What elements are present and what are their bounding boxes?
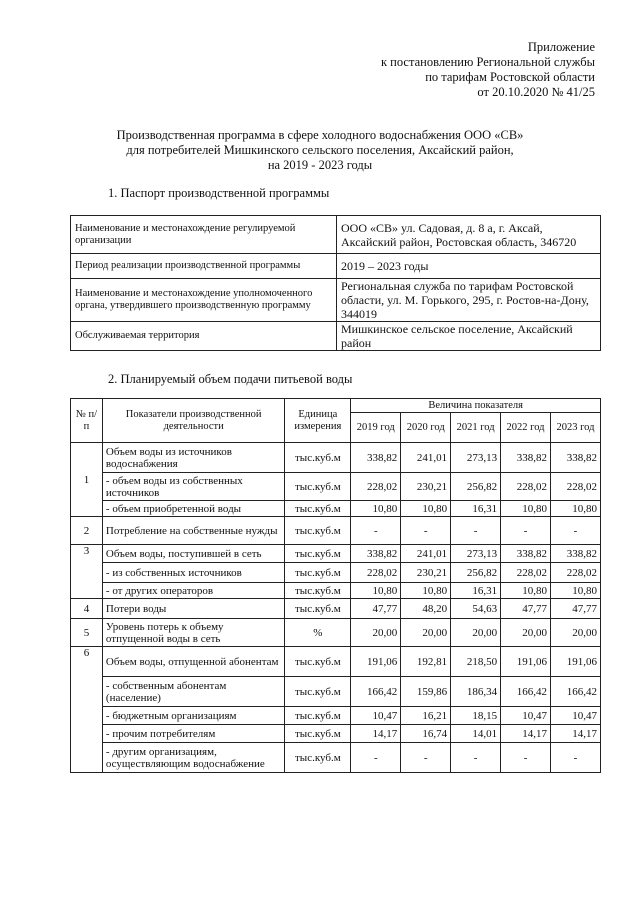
header-value-group: Величина показателя bbox=[351, 399, 601, 413]
row-value: 256,82 bbox=[451, 563, 501, 583]
row-value: 10,80 bbox=[401, 583, 451, 599]
row-unit: тыс.куб.м bbox=[285, 563, 351, 583]
row-unit: тыс.куб.м bbox=[285, 517, 351, 545]
title-line: Производственная программа в сфере холодного водоснабжения ООО «СВ» bbox=[116, 128, 524, 142]
table-row bbox=[71, 647, 601, 677]
row-value: 228,02 bbox=[351, 563, 401, 583]
passport-key: Наименование и местонахождение регулируемой организации bbox=[71, 216, 337, 254]
row-value: 20,00 bbox=[451, 619, 501, 647]
table-row bbox=[71, 725, 601, 743]
row-value: 10,80 bbox=[351, 501, 401, 517]
row-name: Объем воды из источников водоснабжения bbox=[102, 443, 284, 473]
row-value: - bbox=[551, 517, 601, 545]
row-unit: тыс.куб.м bbox=[285, 545, 351, 563]
row-value: 338,82 bbox=[351, 545, 401, 563]
header-indicator: Показатели производственной деятельности bbox=[102, 399, 284, 443]
row-value: 18,15 bbox=[451, 707, 501, 725]
row-value: 273,13 bbox=[451, 545, 501, 563]
row-value: 338,82 bbox=[551, 443, 601, 473]
row-value: 10,47 bbox=[551, 707, 601, 725]
passport-value: 2019 – 2023 годы bbox=[337, 254, 601, 279]
appendix-block bbox=[381, 40, 595, 100]
row-value: 14,17 bbox=[551, 725, 601, 743]
table-row bbox=[71, 322, 601, 351]
header-year: 2019 год bbox=[351, 413, 401, 443]
row-value: 10,80 bbox=[501, 501, 551, 517]
row-value: 10,80 bbox=[401, 501, 451, 517]
row-value: 230,21 bbox=[401, 563, 451, 583]
row-value: 192,81 bbox=[401, 647, 451, 677]
row-value: 14,01 bbox=[451, 725, 501, 743]
row-name: Уровень потерь к объему отпущенной воды в сеть bbox=[102, 619, 284, 647]
row-value: 230,21 bbox=[401, 473, 451, 501]
row-unit: тыс.куб.м bbox=[285, 707, 351, 725]
header-num: № п/п bbox=[71, 399, 103, 443]
row-value: - bbox=[401, 517, 451, 545]
row-name: - бюджетным организациям bbox=[102, 707, 284, 725]
row-value: 16,31 bbox=[451, 583, 501, 599]
table-row bbox=[71, 254, 601, 279]
row-unit: тыс.куб.м bbox=[285, 599, 351, 619]
row-value: 338,82 bbox=[501, 545, 551, 563]
table-header-row bbox=[71, 399, 601, 413]
passport-value: ООО «СВ» ул. Садовая, д. 8 а, г. Аксай, Аксайский район, Ростовская область, 346720 bbox=[337, 216, 601, 254]
row-num: 4 bbox=[71, 599, 103, 619]
appendix-line: к постановлению Региональной службы bbox=[380, 55, 595, 69]
row-name: - другим организациям, осуществляющим водоснабжение bbox=[102, 743, 284, 773]
table-row bbox=[71, 677, 601, 707]
table-row bbox=[71, 517, 601, 545]
row-unit: тыс.куб.м bbox=[285, 443, 351, 473]
row-name: - из собственных источников bbox=[102, 563, 284, 583]
row-value: 228,02 bbox=[501, 563, 551, 583]
row-name: Объем воды, отпущенной абонентам bbox=[102, 647, 284, 677]
section-2-heading: 2. Планируемый объем подачи питьевой воды bbox=[108, 372, 353, 386]
row-name: Объем воды, поступившей в сеть bbox=[102, 545, 284, 563]
section-1-heading: 1. Паспорт производственной программы bbox=[108, 186, 330, 200]
row-value: 10,80 bbox=[551, 583, 601, 599]
row-name: - объем воды из собственных источников bbox=[102, 473, 284, 501]
row-value: 228,02 bbox=[551, 563, 601, 583]
row-unit: тыс.куб.м bbox=[285, 647, 351, 677]
row-value: 228,02 bbox=[551, 473, 601, 501]
header-year: 2023 год bbox=[551, 413, 601, 443]
row-value: - bbox=[351, 743, 401, 773]
row-value: - bbox=[501, 743, 551, 773]
appendix-line: Приложение bbox=[527, 40, 595, 54]
row-value: 10,80 bbox=[501, 583, 551, 599]
row-value: 48,20 bbox=[401, 599, 451, 619]
row-unit: тыс.куб.м bbox=[285, 725, 351, 743]
table-row bbox=[71, 619, 601, 647]
row-num: 3 bbox=[71, 545, 103, 599]
table-row bbox=[71, 443, 601, 473]
row-value: - bbox=[451, 743, 501, 773]
row-unit: тыс.куб.м bbox=[285, 473, 351, 501]
row-value: 14,17 bbox=[501, 725, 551, 743]
row-unit: тыс.куб.м bbox=[285, 501, 351, 517]
row-value: 166,42 bbox=[501, 677, 551, 707]
row-value: 241,01 bbox=[401, 545, 451, 563]
row-value: 16,21 bbox=[401, 707, 451, 725]
row-value: 47,77 bbox=[351, 599, 401, 619]
row-value: 338,82 bbox=[501, 443, 551, 473]
row-name: - собственным абонентам (население) bbox=[102, 677, 284, 707]
row-num: 5 bbox=[71, 619, 103, 647]
row-value: 166,42 bbox=[351, 677, 401, 707]
row-unit: % bbox=[285, 619, 351, 647]
document-title bbox=[0, 128, 640, 173]
table-row bbox=[71, 501, 601, 517]
table-row bbox=[71, 563, 601, 583]
table-row bbox=[71, 279, 601, 322]
passport-table bbox=[70, 215, 601, 351]
row-name: - от других операторов bbox=[102, 583, 284, 599]
row-value: 16,74 bbox=[401, 725, 451, 743]
row-value: - bbox=[501, 517, 551, 545]
passport-value: Региональная служба по тарифам Ростовской области, ул. М. Горького, 295, г. Ростов-на-Дону, 344019 bbox=[337, 279, 601, 322]
row-value: 166,42 bbox=[551, 677, 601, 707]
appendix-line: от 20.10.2020 № 41/25 bbox=[477, 85, 595, 99]
row-value: 191,06 bbox=[501, 647, 551, 677]
passport-key: Обслуживаемая территория bbox=[71, 322, 337, 351]
row-value: 20,00 bbox=[401, 619, 451, 647]
header-year: 2021 год bbox=[451, 413, 501, 443]
row-name: Потери воды bbox=[102, 599, 284, 619]
row-num: 1 bbox=[71, 443, 103, 517]
row-unit: тыс.куб.м bbox=[285, 677, 351, 707]
header-year: 2022 год bbox=[501, 413, 551, 443]
row-name: - прочим потребителям bbox=[102, 725, 284, 743]
row-value: 191,06 bbox=[551, 647, 601, 677]
table-row bbox=[71, 599, 601, 619]
row-value: 10,47 bbox=[351, 707, 401, 725]
appendix-line: по тарифам Ростовской области bbox=[425, 70, 595, 84]
row-value: 338,82 bbox=[351, 443, 401, 473]
passport-key: Наименование и местонахождение уполномоченного органа, утвердившего производственную программу bbox=[71, 279, 337, 322]
row-name: - объем приобретенной воды bbox=[102, 501, 284, 517]
row-value: 218,50 bbox=[451, 647, 501, 677]
row-value: - bbox=[451, 517, 501, 545]
header-unit: Единица измерения bbox=[285, 399, 351, 443]
row-value: 228,02 bbox=[351, 473, 401, 501]
row-value: 273,13 bbox=[451, 443, 501, 473]
table-row bbox=[71, 473, 601, 501]
row-value: 256,82 bbox=[451, 473, 501, 501]
row-num: 6 bbox=[71, 647, 103, 773]
row-value: - bbox=[351, 517, 401, 545]
row-value: 338,82 bbox=[551, 545, 601, 563]
passport-value: Мишкинское сельское поселение, Аксайский район bbox=[337, 322, 601, 351]
row-value: 159,86 bbox=[401, 677, 451, 707]
table-row bbox=[71, 707, 601, 725]
title-line: на 2019 - 2023 годы bbox=[267, 158, 373, 172]
row-value: 10,80 bbox=[551, 501, 601, 517]
row-value: 47,77 bbox=[551, 599, 601, 619]
row-num: 2 bbox=[71, 517, 103, 545]
table-row bbox=[71, 216, 601, 254]
volume-table bbox=[70, 398, 601, 773]
row-value: 20,00 bbox=[501, 619, 551, 647]
row-value: 228,02 bbox=[501, 473, 551, 501]
row-value: 20,00 bbox=[351, 619, 401, 647]
title-line: для потребителей Мишкинского сельского поселения, Аксайский район, bbox=[126, 143, 514, 157]
row-value: 241,01 bbox=[401, 443, 451, 473]
row-value: 20,00 bbox=[551, 619, 601, 647]
row-value: 10,47 bbox=[501, 707, 551, 725]
table-row bbox=[71, 743, 601, 773]
row-value: - bbox=[401, 743, 451, 773]
header-year: 2020 год bbox=[401, 413, 451, 443]
table-row bbox=[71, 583, 601, 599]
row-value: - bbox=[551, 743, 601, 773]
row-value: 54,63 bbox=[451, 599, 501, 619]
passport-key: Период реализации производственной программы bbox=[71, 254, 337, 279]
row-value: 10,80 bbox=[351, 583, 401, 599]
row-value: 14,17 bbox=[351, 725, 401, 743]
row-unit: тыс.куб.м bbox=[285, 743, 351, 773]
row-value: 47,77 bbox=[501, 599, 551, 619]
row-name: Потребление на собственные нужды bbox=[102, 517, 284, 545]
row-value: 186,34 bbox=[451, 677, 501, 707]
table-row bbox=[71, 545, 601, 563]
row-value: 16,31 bbox=[451, 501, 501, 517]
row-value: 191,06 bbox=[351, 647, 401, 677]
row-unit: тыс.куб.м bbox=[285, 583, 351, 599]
